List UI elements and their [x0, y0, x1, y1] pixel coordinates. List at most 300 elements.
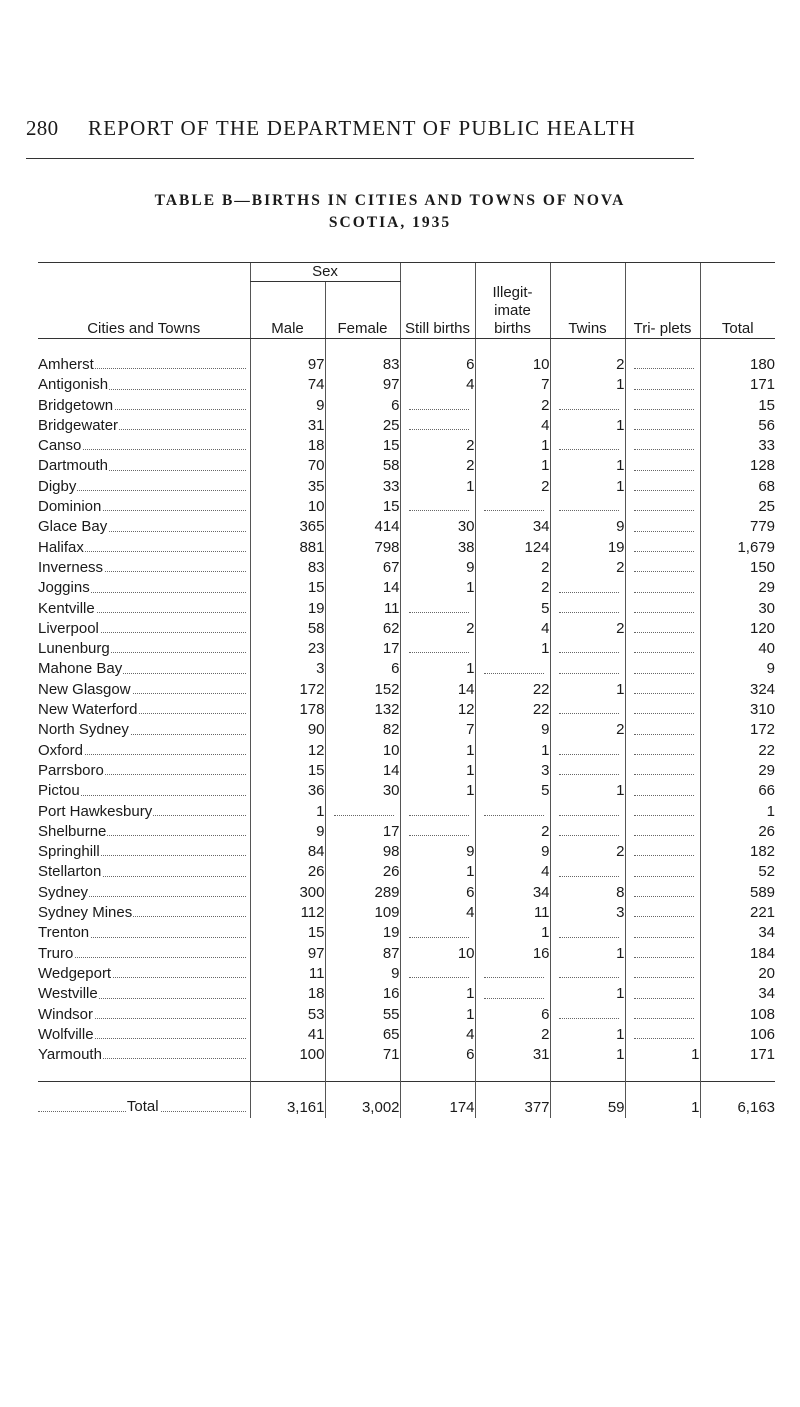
- twins-cell: 19: [550, 538, 625, 558]
- table-row: [38, 903, 775, 923]
- city-cell: [38, 497, 250, 517]
- empty-triplets-cell: [625, 416, 700, 436]
- table-title: TABLE B—BIRTHS IN CITIES AND TOWNS OF NOVA: [154, 192, 626, 209]
- empty-still-births-cell: [400, 822, 475, 842]
- total-cell: 26: [700, 822, 775, 842]
- illegitimate-births-cell: 2: [475, 477, 550, 497]
- male-cell: 10: [250, 497, 325, 517]
- total-cell: 324: [700, 680, 775, 700]
- total-cell: 29: [700, 761, 775, 781]
- empty-triplets-cell: [625, 700, 700, 720]
- total-cell: 30: [700, 599, 775, 619]
- male-cell: 58: [250, 619, 325, 639]
- still-births-cell: 1: [400, 659, 475, 679]
- empty-triplets-cell: [625, 578, 700, 598]
- empty-triplets-cell: [625, 761, 700, 781]
- spacer-row: [38, 339, 775, 356]
- table-row: [38, 964, 775, 984]
- total-cell: 40: [700, 639, 775, 659]
- city-name: Port Hawkesbury: [38, 802, 153, 820]
- female-cell: 87: [325, 944, 400, 964]
- illegitimate-births-cell: 34: [475, 883, 550, 903]
- female-cell: 11: [325, 599, 400, 619]
- spacer-cell: [250, 339, 325, 356]
- empty-illegitimate-births-cell: [475, 984, 550, 1004]
- twins-cell: 1: [550, 416, 625, 436]
- still-births-cell: 1: [400, 741, 475, 761]
- illegitimate-births-cell: 5: [475, 781, 550, 801]
- twins-cell: 2: [550, 619, 625, 639]
- city-cell: [38, 842, 250, 862]
- spacer-row: [38, 1065, 775, 1082]
- empty-triplets-cell: [625, 903, 700, 923]
- city-cell: [38, 436, 250, 456]
- male-cell: 18: [250, 984, 325, 1004]
- table-row: [38, 1025, 775, 1045]
- still-births-cell: 6: [400, 1045, 475, 1065]
- empty-triplets-cell: [625, 984, 700, 1004]
- total-female: 3,002: [325, 1082, 400, 1119]
- city-name: Amherst: [38, 356, 94, 373]
- male-cell: 18: [250, 436, 325, 456]
- male-cell: 84: [250, 842, 325, 862]
- city-name: Dominion: [38, 498, 102, 516]
- spacer-cell: [625, 1065, 700, 1082]
- female-cell: 14: [325, 578, 400, 598]
- female-cell: 82: [325, 720, 400, 740]
- empty-twins-cell: [550, 964, 625, 984]
- total-cell: 589: [700, 883, 775, 903]
- city-name: Canso: [38, 437, 82, 455]
- table-row: [38, 883, 775, 903]
- empty-illegitimate-births-cell: [475, 964, 550, 984]
- total-cell: 34: [700, 984, 775, 1004]
- city-cell: [38, 883, 250, 903]
- city-cell: [38, 944, 250, 964]
- female-cell: 83: [325, 355, 400, 375]
- header-twins: Twins: [550, 263, 625, 339]
- city-cell: [38, 984, 250, 1004]
- female-cell: 9: [325, 964, 400, 984]
- city-cell: [38, 923, 250, 943]
- empty-triplets-cell: [625, 720, 700, 740]
- city-name: Antigonish: [38, 376, 109, 394]
- spacer-cell: [250, 1065, 325, 1082]
- still-births-cell: 10: [400, 944, 475, 964]
- still-births-cell: 4: [400, 1025, 475, 1045]
- illegitimate-births-cell: 6: [475, 1005, 550, 1025]
- city-name: Wolfville: [38, 1025, 94, 1043]
- header-male: Male: [250, 282, 325, 339]
- table-row: [38, 538, 775, 558]
- still-births-cell: 2: [400, 456, 475, 476]
- table-row: [38, 680, 775, 700]
- city-cell: [38, 680, 250, 700]
- spacer-cell: [625, 339, 700, 356]
- city-name: Wedgeport: [38, 964, 112, 982]
- still-births-cell: 1: [400, 1005, 475, 1025]
- female-cell: 71: [325, 1045, 400, 1065]
- empty-triplets-cell: [625, 375, 700, 395]
- city-cell: [38, 375, 250, 395]
- table-row: [38, 639, 775, 659]
- empty-triplets-cell: [625, 355, 700, 375]
- empty-twins-cell: [550, 599, 625, 619]
- total-cell: 221: [700, 903, 775, 923]
- still-births-cell: 4: [400, 375, 475, 395]
- empty-still-births-cell: [400, 639, 475, 659]
- spacer-cell: [38, 1065, 250, 1082]
- empty-illegitimate-births-cell: [475, 497, 550, 517]
- male-cell: 53: [250, 1005, 325, 1025]
- male-cell: 15: [250, 923, 325, 943]
- table-row: [38, 578, 775, 598]
- male-cell: 178: [250, 700, 325, 720]
- twins-cell: 1: [550, 456, 625, 476]
- female-cell: 152: [325, 680, 400, 700]
- empty-twins-cell: [550, 923, 625, 943]
- total-grand: 6,163: [700, 1082, 775, 1119]
- illegitimate-births-cell: 22: [475, 680, 550, 700]
- empty-triplets-cell: [625, 639, 700, 659]
- still-births-cell: 2: [400, 619, 475, 639]
- total-cell: 22: [700, 741, 775, 761]
- empty-twins-cell: [550, 639, 625, 659]
- illegitimate-births-cell: 4: [475, 862, 550, 882]
- still-births-cell: 1: [400, 578, 475, 598]
- empty-triplets-cell: [625, 1005, 700, 1025]
- total-cell: 56: [700, 416, 775, 436]
- table-row: [38, 558, 775, 578]
- city-name: Shelburne: [38, 822, 107, 840]
- female-cell: 98: [325, 842, 400, 862]
- table-row: [38, 944, 775, 964]
- female-cell: 6: [325, 659, 400, 679]
- triplets-cell: 1: [625, 1045, 700, 1065]
- header-still-births: Still births: [400, 263, 475, 339]
- male-cell: 9: [250, 822, 325, 842]
- male-cell: 97: [250, 355, 325, 375]
- city-cell: [38, 538, 250, 558]
- header-triplets: Tri- plets: [625, 263, 700, 339]
- male-cell: 1: [250, 802, 325, 822]
- illegitimate-births-cell: 3: [475, 761, 550, 781]
- total-cell: 68: [700, 477, 775, 497]
- total-cell: 182: [700, 842, 775, 862]
- male-cell: 35: [250, 477, 325, 497]
- male-cell: 41: [250, 1025, 325, 1045]
- twins-cell: 2: [550, 355, 625, 375]
- illegitimate-births-cell: 1: [475, 639, 550, 659]
- still-births-cell: 38: [400, 538, 475, 558]
- total-cell: 20: [700, 964, 775, 984]
- table-row: [38, 517, 775, 537]
- total-cell: 120: [700, 619, 775, 639]
- female-cell: 65: [325, 1025, 400, 1045]
- empty-triplets-cell: [625, 741, 700, 761]
- header-total: Total: [700, 263, 775, 339]
- table-row: [38, 700, 775, 720]
- city-cell: [38, 578, 250, 598]
- table-row: [38, 659, 775, 679]
- total-cell: 1,679: [700, 538, 775, 558]
- illegitimate-births-cell: 1: [475, 923, 550, 943]
- city-cell: [38, 781, 250, 801]
- empty-twins-cell: [550, 659, 625, 679]
- empty-twins-cell: [550, 822, 625, 842]
- city-cell: [38, 456, 250, 476]
- female-cell: 30: [325, 781, 400, 801]
- table-row: [38, 923, 775, 943]
- header-cities-and-towns: Cities and Towns: [38, 263, 250, 339]
- still-births-cell: 1: [400, 781, 475, 801]
- total-cell: 172: [700, 720, 775, 740]
- empty-twins-cell: [550, 396, 625, 416]
- empty-triplets-cell: [625, 538, 700, 558]
- city-name: Lunenburg: [38, 640, 110, 658]
- table-row: [38, 375, 775, 395]
- female-cell: 25: [325, 416, 400, 436]
- city-cell: [38, 396, 250, 416]
- empty-twins-cell: [550, 497, 625, 517]
- table-row: [38, 355, 775, 375]
- spacer-cell: [400, 339, 475, 356]
- illegitimate-births-cell: 2: [475, 1025, 550, 1045]
- city-name: Halifax: [38, 538, 84, 556]
- city-cell: [38, 862, 250, 882]
- twins-cell: 2: [550, 720, 625, 740]
- empty-triplets-cell: [625, 436, 700, 456]
- empty-triplets-cell: [625, 456, 700, 476]
- city-cell: [38, 639, 250, 659]
- city-cell: [38, 802, 250, 822]
- illegitimate-births-cell: 11: [475, 903, 550, 923]
- twins-cell: 1: [550, 1045, 625, 1065]
- city-cell: [38, 517, 250, 537]
- header-sex: Sex: [250, 263, 400, 282]
- city-cell: [38, 700, 250, 720]
- illegitimate-births-cell: 22: [475, 700, 550, 720]
- male-cell: 90: [250, 720, 325, 740]
- female-cell: 19: [325, 923, 400, 943]
- empty-triplets-cell: [625, 802, 700, 822]
- still-births-cell: 1: [400, 761, 475, 781]
- table-row: [38, 619, 775, 639]
- still-births-cell: 30: [400, 517, 475, 537]
- city-cell: [38, 903, 250, 923]
- city-cell: [38, 416, 250, 436]
- city-name: Windsor: [38, 1005, 94, 1023]
- total-twins: 59: [550, 1082, 625, 1119]
- male-cell: 74: [250, 375, 325, 395]
- city-name: Kentville: [38, 599, 95, 617]
- empty-still-births-cell: [400, 599, 475, 619]
- page-number: 280: [26, 116, 59, 140]
- illegitimate-births-cell: 2: [475, 396, 550, 416]
- total-cell: 128: [700, 456, 775, 476]
- total-cell: 29: [700, 578, 775, 598]
- illegitimate-births-cell: 10: [475, 355, 550, 375]
- city-name: Digby: [38, 477, 77, 495]
- male-cell: 15: [250, 578, 325, 598]
- table-row: [38, 842, 775, 862]
- illegitimate-births-cell: 16: [475, 944, 550, 964]
- table-body: [38, 339, 775, 1066]
- spacer-cell: [550, 1065, 625, 1082]
- city-name: Glace Bay: [38, 518, 108, 536]
- male-cell: 70: [250, 456, 325, 476]
- female-cell: 132: [325, 700, 400, 720]
- city-name: Liverpool: [38, 619, 99, 637]
- female-cell: 16: [325, 984, 400, 1004]
- female-cell: 10: [325, 741, 400, 761]
- table-row: [38, 761, 775, 781]
- table-row: [38, 477, 775, 497]
- table-row: [38, 396, 775, 416]
- still-births-cell: 9: [400, 842, 475, 862]
- table-row: [38, 497, 775, 517]
- illegitimate-births-cell: 4: [475, 619, 550, 639]
- female-cell: 33: [325, 477, 400, 497]
- table-row: [38, 781, 775, 801]
- city-name: Westville: [38, 985, 98, 1003]
- empty-illegitimate-births-cell: [475, 802, 550, 822]
- total-illegitimate-births: 377: [475, 1082, 550, 1119]
- illegitimate-births-cell: 5: [475, 599, 550, 619]
- twins-cell: 1: [550, 944, 625, 964]
- empty-illegitimate-births-cell: [475, 659, 550, 679]
- total-row: [38, 1082, 775, 1119]
- twins-cell: 8: [550, 883, 625, 903]
- total-cell: 33: [700, 436, 775, 456]
- city-name: New Glasgow: [38, 680, 131, 698]
- still-births-cell: 6: [400, 355, 475, 375]
- empty-still-births-cell: [400, 802, 475, 822]
- empty-triplets-cell: [625, 923, 700, 943]
- total-still-births: 174: [400, 1082, 475, 1119]
- empty-triplets-cell: [625, 842, 700, 862]
- city-cell: [38, 741, 250, 761]
- still-births-cell: 14: [400, 680, 475, 700]
- male-cell: 31: [250, 416, 325, 436]
- city-name: Bridgetown: [38, 396, 114, 414]
- female-cell: 17: [325, 822, 400, 842]
- male-cell: 11: [250, 964, 325, 984]
- empty-triplets-cell: [625, 822, 700, 842]
- empty-twins-cell: [550, 761, 625, 781]
- empty-twins-cell: [550, 862, 625, 882]
- header-female: Female: [325, 282, 400, 339]
- female-cell: 17: [325, 639, 400, 659]
- male-cell: 26: [250, 862, 325, 882]
- illegitimate-births-cell: 9: [475, 720, 550, 740]
- illegitimate-births-cell: 4: [475, 416, 550, 436]
- total-cell: 1: [700, 802, 775, 822]
- page-header: [26, 106, 694, 159]
- city-name: Springhill: [38, 843, 100, 861]
- total-cell: 310: [700, 700, 775, 720]
- still-births-cell: 1: [400, 984, 475, 1004]
- female-cell: 58: [325, 456, 400, 476]
- city-name: New Waterford: [38, 701, 138, 719]
- city-cell: [38, 619, 250, 639]
- empty-triplets-cell: [625, 659, 700, 679]
- city-name: Parrsboro: [38, 761, 104, 779]
- still-births-cell: 9: [400, 558, 475, 578]
- total-cell: 66: [700, 781, 775, 801]
- illegitimate-births-cell: 1: [475, 436, 550, 456]
- total-cell: 150: [700, 558, 775, 578]
- total-cell: 180: [700, 355, 775, 375]
- empty-triplets-cell: [625, 862, 700, 882]
- female-cell: 97: [325, 375, 400, 395]
- total-cell: 15: [700, 396, 775, 416]
- births-table: [38, 262, 775, 1118]
- table-row: [38, 862, 775, 882]
- illegitimate-births-cell: 1: [475, 456, 550, 476]
- empty-twins-cell: [550, 436, 625, 456]
- city-name: Stellarton: [38, 863, 102, 881]
- table-row: [38, 984, 775, 1004]
- total-triplets: 1: [625, 1082, 700, 1119]
- male-cell: 83: [250, 558, 325, 578]
- male-cell: 23: [250, 639, 325, 659]
- empty-triplets-cell: [625, 1025, 700, 1045]
- total-cell: 52: [700, 862, 775, 882]
- still-births-cell: 2: [400, 436, 475, 456]
- table-row: [38, 436, 775, 456]
- male-cell: 300: [250, 883, 325, 903]
- total-cell: 34: [700, 923, 775, 943]
- twins-cell: 1: [550, 680, 625, 700]
- empty-still-births-cell: [400, 416, 475, 436]
- total-cell: 108: [700, 1005, 775, 1025]
- twins-cell: 1: [550, 781, 625, 801]
- total-cell: 106: [700, 1025, 775, 1045]
- male-cell: 100: [250, 1045, 325, 1065]
- illegitimate-births-cell: 2: [475, 578, 550, 598]
- illegitimate-births-cell: 7: [475, 375, 550, 395]
- empty-triplets-cell: [625, 680, 700, 700]
- illegitimate-births-cell: 34: [475, 517, 550, 537]
- female-cell: 414: [325, 517, 400, 537]
- empty-still-births-cell: [400, 396, 475, 416]
- female-cell: 62: [325, 619, 400, 639]
- table-row: [38, 599, 775, 619]
- table-row: [38, 802, 775, 822]
- spacer-cell: [38, 339, 250, 356]
- empty-twins-cell: [550, 802, 625, 822]
- still-births-cell: 1: [400, 477, 475, 497]
- male-cell: 881: [250, 538, 325, 558]
- illegitimate-births-cell: 2: [475, 558, 550, 578]
- total-cell: 779: [700, 517, 775, 537]
- female-cell: 55: [325, 1005, 400, 1025]
- male-cell: 36: [250, 781, 325, 801]
- female-cell: 15: [325, 436, 400, 456]
- male-cell: 12: [250, 741, 325, 761]
- city-name: Inverness: [38, 558, 104, 576]
- empty-triplets-cell: [625, 781, 700, 801]
- spacer-cell: [475, 339, 550, 356]
- city-cell: [38, 720, 250, 740]
- empty-twins-cell: [550, 578, 625, 598]
- male-cell: 15: [250, 761, 325, 781]
- male-cell: 172: [250, 680, 325, 700]
- male-cell: 19: [250, 599, 325, 619]
- spacer-cell: [700, 1065, 775, 1082]
- city-name: Dartmouth: [38, 457, 109, 475]
